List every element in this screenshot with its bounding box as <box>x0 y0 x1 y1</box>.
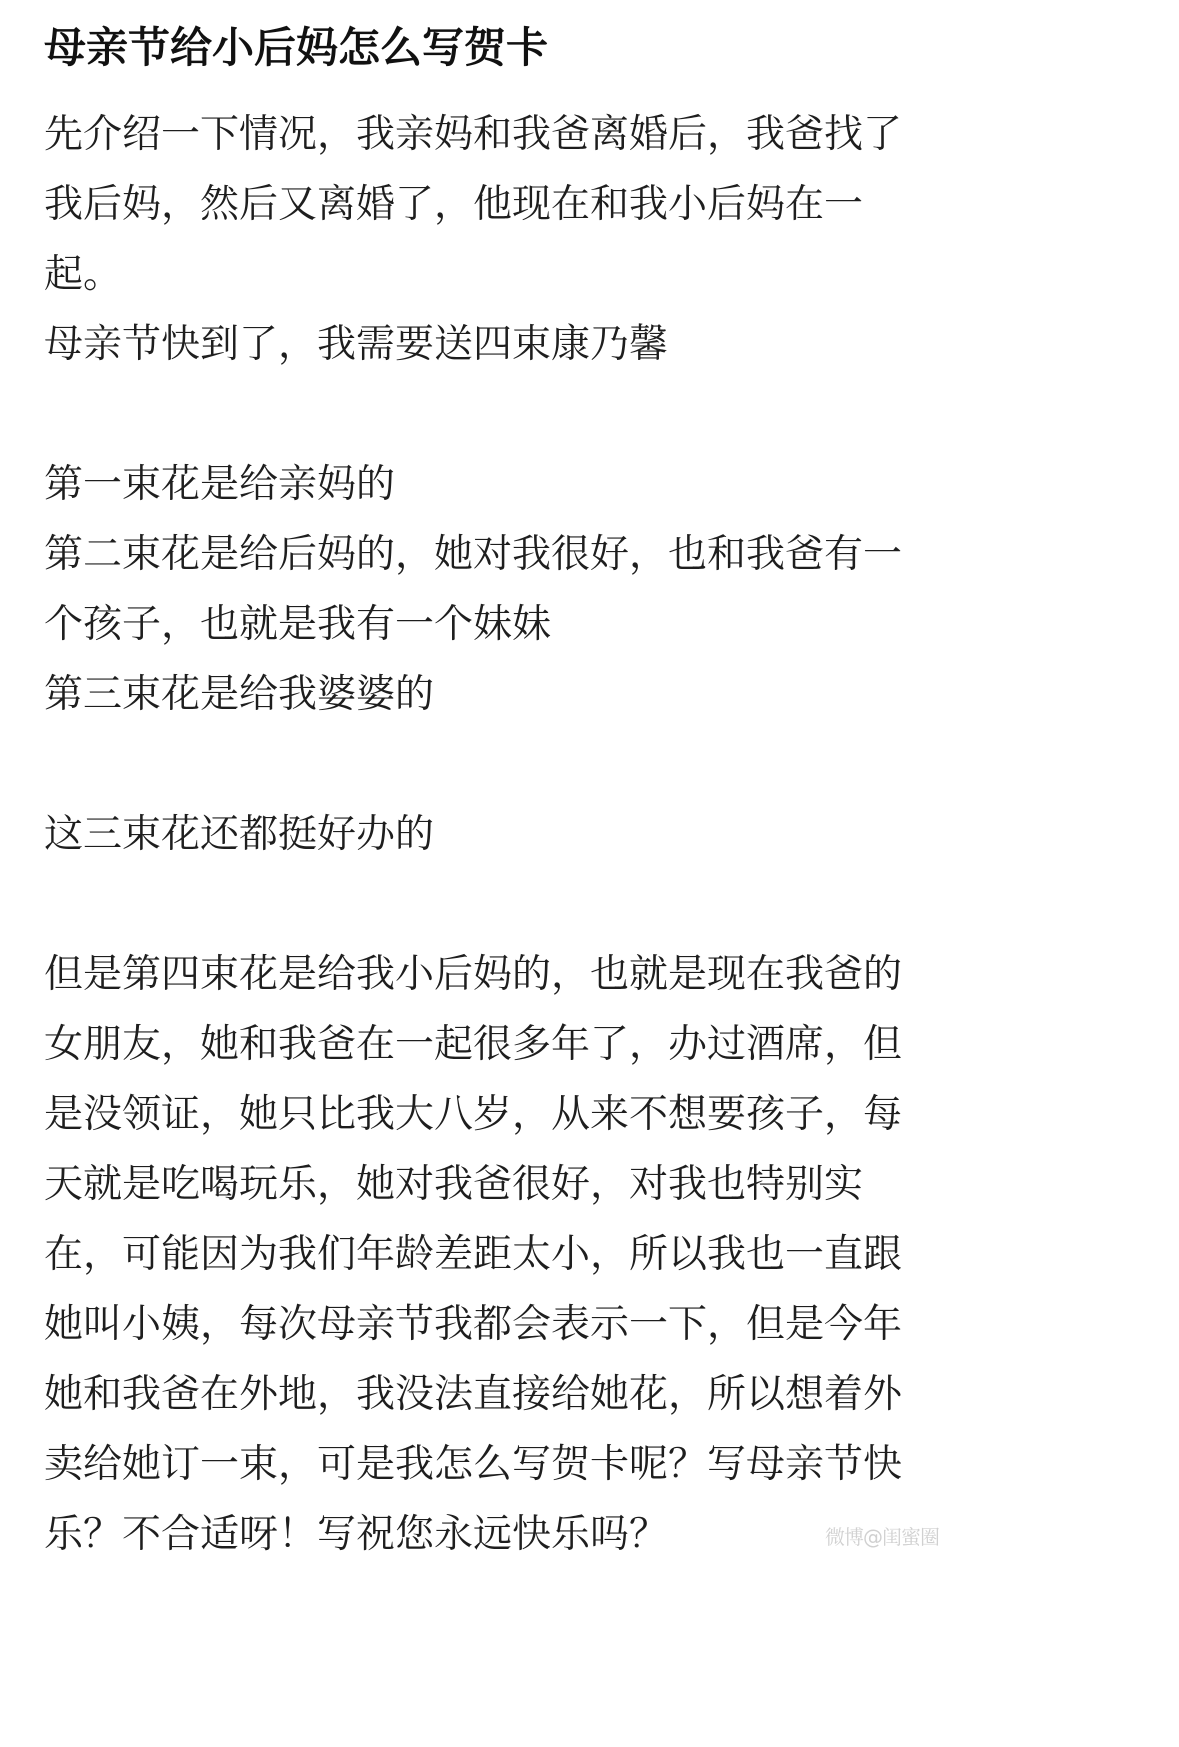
body-line: 卖给她订一束，可是我怎么写贺卡呢？写母亲节快 <box>44 1442 903 1487</box>
body-line: 起。 <box>44 252 123 297</box>
body-line: 天就是吃喝玩乐，她对我爸很好，对我也特别实 <box>44 1162 864 1207</box>
body-line: 个孩子，也就是我有一个妹妹 <box>44 602 552 647</box>
post-body <box>44 100 1016 1570</box>
body-line: 在，可能因为我们年龄差距太小，所以我也一直跟 <box>44 1232 903 1277</box>
body-line: 但是第四束花是给我小后妈的，也就是现在我爸的 <box>44 952 903 997</box>
paragraph-spacer <box>44 730 1016 800</box>
body-line: 先介绍一下情况，我亲妈和我爸离婚后，我爸找了 <box>44 112 903 157</box>
body-line: 第一束花是给亲妈的 <box>44 462 396 507</box>
watermark: 微博@闺蜜圈 <box>825 1525 939 1549</box>
body-line: 第三束花是给我婆婆的 <box>44 672 435 717</box>
body-line: 这三束花还都挺好办的 <box>44 812 435 857</box>
body-line: 是没领证，她只比我大八岁，从来不想要孩子，每 <box>44 1092 903 1137</box>
body-line: 母亲节快到了，我需要送四束康乃馨 <box>44 322 669 367</box>
body-line: 我后妈，然后又离婚了，他现在和我小后妈在一 <box>44 182 864 227</box>
body-line: 第二束花是给后妈的，她对我很好，也和我爸有一 <box>44 532 903 577</box>
body-line: 乐？不合适呀！写祝您永远快乐吗？ <box>44 1512 669 1557</box>
paragraph-spacer <box>44 870 1016 940</box>
body-line: 她和我爸在外地，我没法直接给她花，所以想着外 <box>44 1372 903 1417</box>
body-line: 女朋友，她和我爸在一起很多年了，办过酒席，但 <box>44 1022 903 1067</box>
paragraph-spacer <box>44 380 1016 450</box>
body-line: 她叫小姨，每次母亲节我都会表示一下，但是今年 <box>44 1302 903 1347</box>
post-title: 母亲节给小后妈怎么写贺卡 <box>44 23 549 72</box>
